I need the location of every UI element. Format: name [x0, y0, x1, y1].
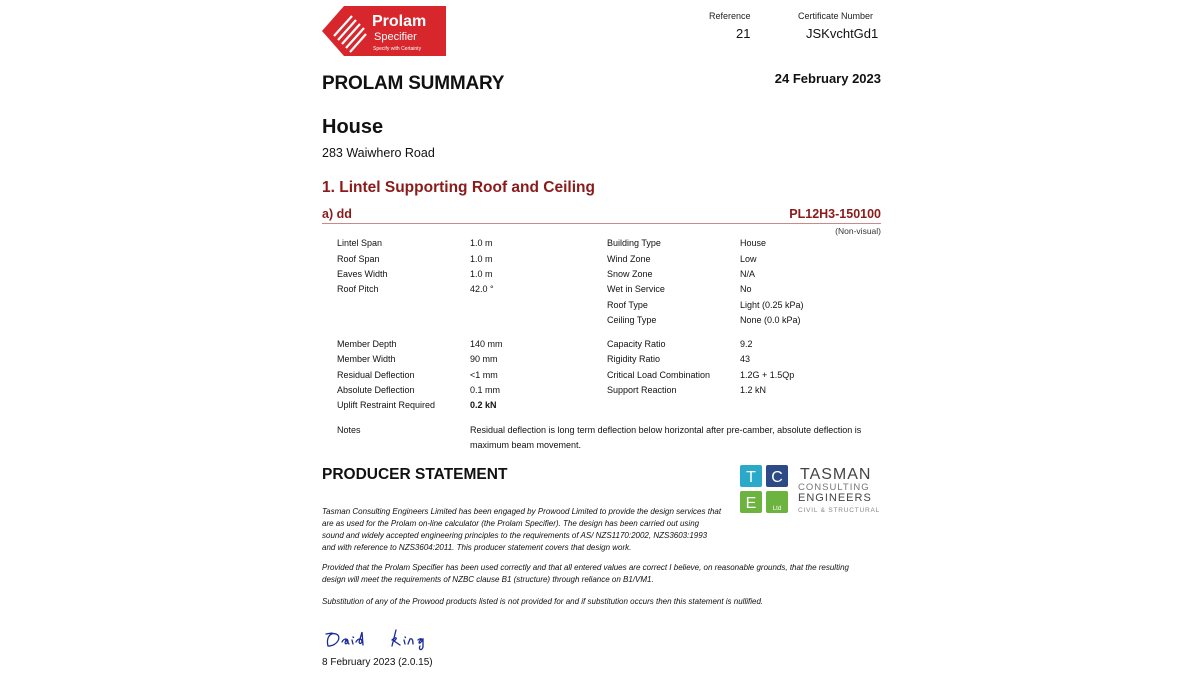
sub-heading: a) dd	[322, 207, 352, 221]
producer-paragraph-3: Substitution of any of the Prowood products listed is not provided for and if substitution occurs then this statement is nullified.	[322, 597, 764, 606]
producer-statement-title: PRODUCER STATEMENT	[322, 466, 508, 483]
tce-line3: ENGINEERS	[798, 492, 872, 504]
tce-tile-t: T	[746, 469, 756, 486]
project-name: House	[322, 116, 384, 138]
notes-text: Residual deflection is long term deflection below horizontal after pre-camber, absolute deflection is maximum beam movement.	[470, 425, 862, 450]
spec-label: Eaves Width	[337, 269, 388, 279]
spec-value: 1.0 m	[470, 254, 493, 264]
spec-value: 9.2	[740, 339, 753, 349]
tce-line4: CIVIL & STRUCTURAL	[798, 507, 881, 514]
tce-tile-e: E	[745, 495, 757, 512]
logo-product: Specifier	[374, 31, 417, 43]
tasman-logo	[740, 463, 886, 519]
certificate-label: Certificate Number	[798, 11, 874, 21]
spec-label: Lintel Span	[337, 238, 383, 248]
spec-value: 1.2G + 1.5Qp	[740, 370, 795, 380]
spec-label: Absolute Deflection	[337, 385, 415, 395]
spec-label: Rigidity Ratio	[607, 354, 661, 364]
spec-value: 140 mm	[470, 339, 503, 349]
spec-value: 0.2 kN	[470, 400, 497, 410]
certificate-value: JSKvchtGd1	[806, 26, 879, 41]
tce-line2: CONSULTING	[798, 482, 870, 493]
producer-paragraph-2: Provided that the Prolam Specifier has been used correctly and that all entered values are correct I believe, on reasonable grounds, that the resulting design will meet the requirements of NZBC clause B1 (structure) through reliance on B1/VM1.	[322, 563, 849, 584]
spec-value: N/A	[740, 269, 756, 279]
notes-label: Notes	[337, 425, 361, 435]
spec-value: 42.0 °	[470, 284, 494, 294]
tce-tile-ltd: Ltd	[772, 506, 782, 512]
spec-label: Capacity Ratio	[607, 339, 666, 349]
spec-label: Support Reaction	[607, 385, 677, 395]
spec-label: Uplift Restraint Required	[337, 400, 436, 410]
tce-line1: TASMAN	[800, 466, 872, 483]
spec-value: None (0.0 kPa)	[740, 315, 801, 325]
section-heading: 1. Lintel Supporting Roof and Ceiling	[322, 179, 595, 196]
spec-label: Building Type	[607, 238, 661, 248]
summary-title: PROLAM SUMMARY	[322, 73, 505, 94]
spec-label: Residual Deflection	[337, 370, 415, 380]
spec-label: Critical Load Combination	[607, 370, 711, 380]
product-code: PL12H3-150100	[789, 207, 881, 221]
spec-value: <1 mm	[470, 370, 498, 380]
spec-value: 1.0 m	[470, 269, 493, 279]
logo-brand: Prolam	[372, 13, 427, 30]
spec-value: Low	[740, 254, 757, 264]
spec-label: Roof Type	[607, 300, 648, 310]
spec-label: Member Width	[337, 354, 396, 364]
product-note: (Non-visual)	[835, 226, 881, 236]
summary-date: 24 February 2023	[774, 71, 881, 86]
spec-label: Wet in Service	[607, 284, 665, 294]
spec-value: No	[740, 284, 752, 294]
section-divider	[322, 223, 881, 224]
spec-value: House	[740, 238, 767, 248]
tce-tile-c: C	[771, 469, 783, 486]
spec-value: Light (0.25 kPa)	[740, 300, 804, 310]
prolam-logo	[322, 6, 446, 56]
spec-label: Wind Zone	[607, 254, 651, 264]
spec-label: Ceiling Type	[607, 315, 657, 325]
spec-value: 1.2 kN	[740, 385, 767, 395]
signature-date: 8 February 2023 (2.0.15)	[322, 657, 433, 668]
spec-label: Member Depth	[337, 339, 397, 349]
spec-value: 1.0 m	[470, 238, 493, 248]
spec-value: 90 mm	[470, 354, 498, 364]
project-address: 283 Waiwhero Road	[322, 146, 435, 160]
reference-label: Reference	[709, 11, 751, 21]
signature-image	[322, 628, 440, 652]
spec-label: Roof Span	[337, 254, 380, 264]
spec-label: Snow Zone	[607, 269, 653, 279]
producer-paragraph-1: Tasman Consulting Engineers Limited has been engaged by Prowood Limited to provide the design services that are as used for the Prolam on-line calculator (the Prolam Specifier). The design has been carried out using sound and widely accepted engineering principles to the requirements of AS/ NZS1170:2002, NZS3603:1993 and with reference to NZS3604:2011. This producer statement covers that design work.	[322, 507, 722, 552]
spec-label: Roof Pitch	[337, 284, 379, 294]
logo-tagline: Specify with Certainty	[373, 46, 422, 52]
spec-value: 0.1 mm	[470, 385, 501, 395]
spec-value: 43	[740, 354, 751, 364]
reference-value: 21	[736, 26, 751, 41]
